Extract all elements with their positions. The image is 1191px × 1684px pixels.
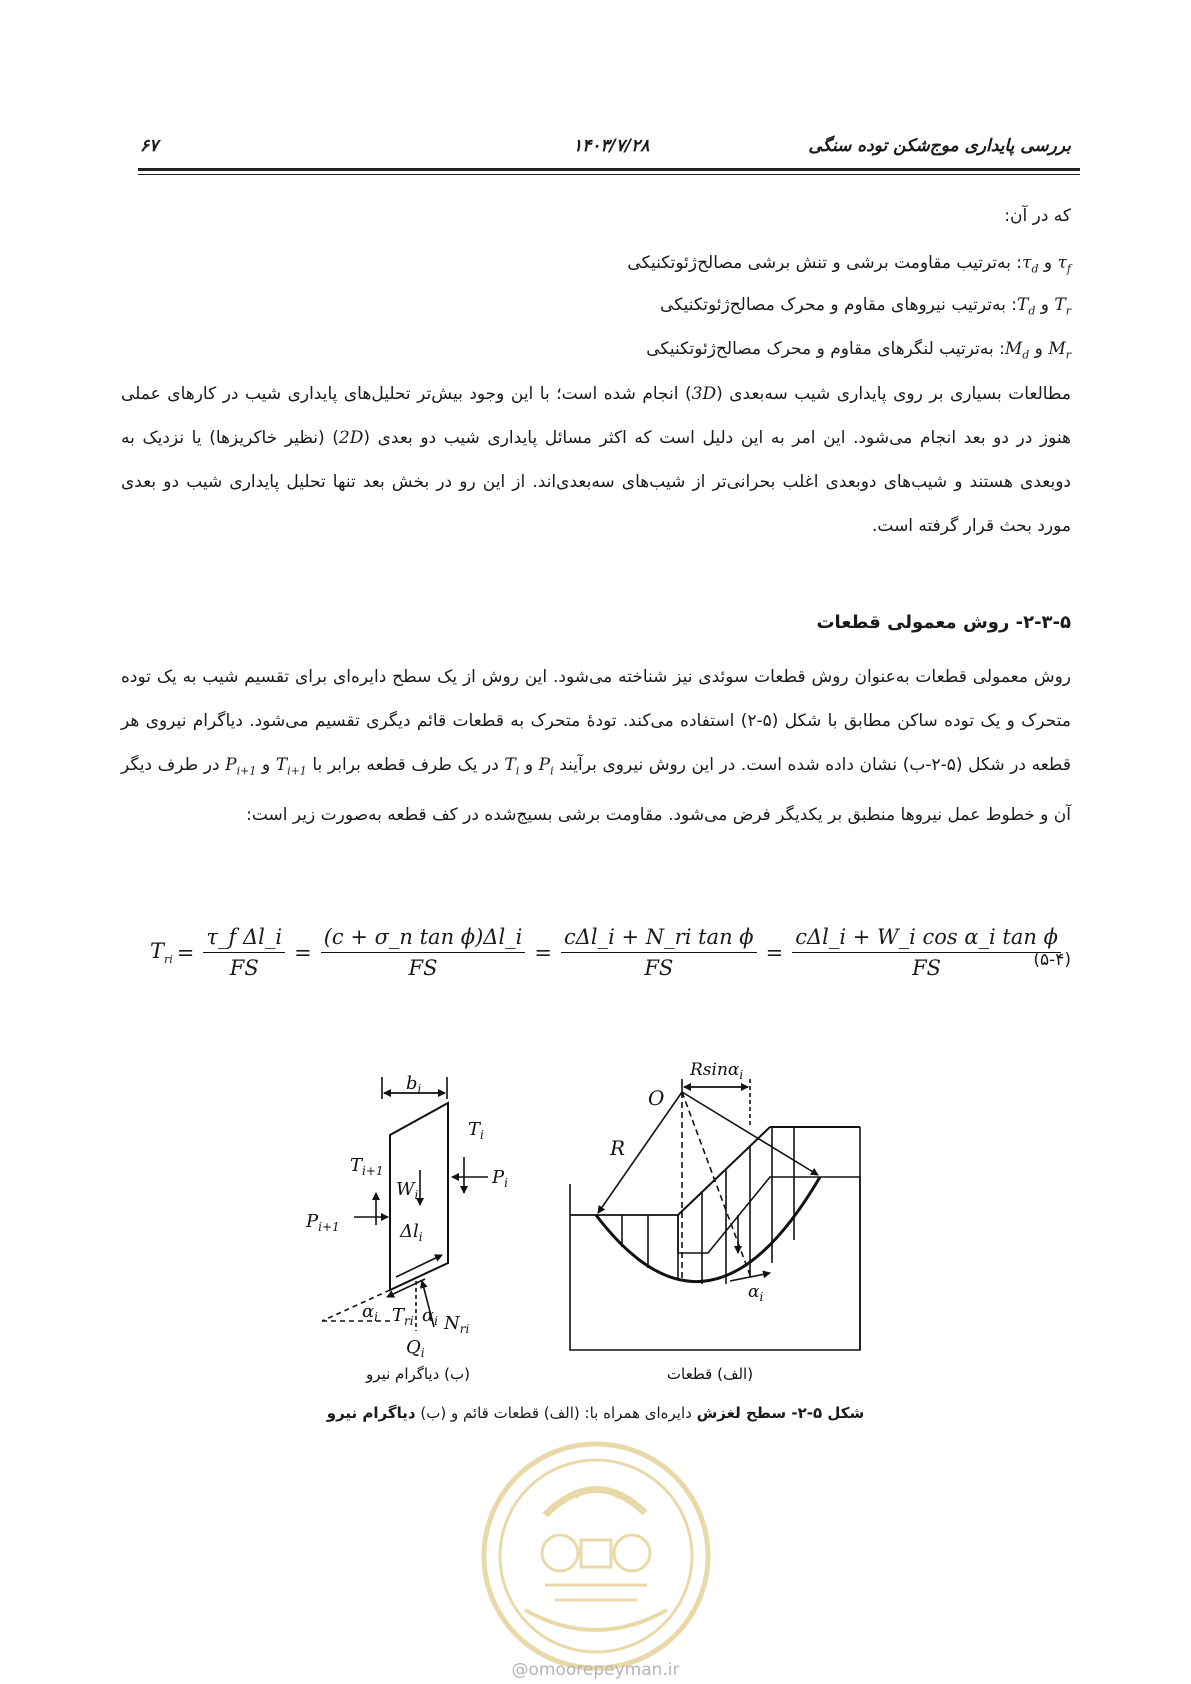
running-title: بررسی پایداری موج‌شکن توده سنگی [808,136,1071,156]
definition-tau: $\tau_f$ و $\tau_d$: به‌ترتیب مقاومت برشی و تنش برشی مصالح‌ژئوتکنیکی [627,253,1071,276]
label-R: R [610,1136,626,1160]
definition-m: $M_r$ و $M_d$: به‌ترتیب لنگرهای مقاوم و محرک مصالح‌ژئوتکنیکی [646,339,1071,362]
label-P-next: $P_{i+1}$ [306,1211,340,1234]
slices-panel [570,1079,860,1350]
label-R-sin-alpha: Rsinα$_i$ [690,1060,744,1082]
t-r-symbol: $T_r$ [1054,295,1071,318]
label-b: $b_i$ [406,1073,422,1096]
slope-slices-figure [306,1060,870,1400]
figure-caption: شکل ۵-۲- سطح لغزش دایره‌ای همراه با: (الف) قطعات قائم و (ب) دیاگرام نیرو [326,1404,865,1422]
watermark-stamp [475,1435,717,1677]
slices-caption: (الف) قطعات [666,1365,754,1383]
tau-f-symbol: $\tau_f$ [1057,253,1071,276]
tau-d-symbol: $\tau_d$ [1022,253,1039,276]
header-rule-thin [138,174,1080,175]
eq-fraction-3: $\frac{\text{cΔl\_i + N\_ri tan ϕ}}{FS}$ [561,925,757,980]
label-W: $W_i$ [396,1179,419,1202]
label-alpha-base: $\alpha_i$ [422,1305,438,1328]
paragraph-ordinary-method: روش معمولی قطعات به‌عنوان روش قطعات سوئدی نیز شناخته می‌شود. این روش از یک سطح دایره‌ای برای تقسیم شیب به یک توده متحرک و یک توده ساکن مطابق با شکل (۵-۲) استفاده می‌کند. تودهٔ متحرک به قطعات قائم دیگری تقسیم می‌شود. دیاگرام نیروی هر قطعه در شکل (۵-۲-ب) نشان داده شده است. در این روش نیروی برآیند $P_i$ و $T_i$ در یک طرف قطعه برابر با $T_{i+1}$ و $P_{i+1}$ در طرف دیگر آن و خطوط عمل نیروها منطبق بر یکدیگر فرض می‌شود. مقاومت برشی بسیج‌شده در کف قطعه به‌صورت زیر است: [121,667,1071,826]
m-r-symbol: $M_r$ [1048,339,1071,362]
eq-fraction-2: $\frac{\text{(c + σ\_n tan ϕ)Δl\_i}}{FS}$ [321,925,526,980]
label-T-r: $T_{ri}$ [392,1305,414,1328]
page-number: ۶۷ [140,136,159,156]
label-alpha-right: $\alpha_i$ [748,1282,764,1304]
force-diagram-panel [322,1077,488,1331]
paragraph-slope-stability: مطالعات بسیاری بر روی پایداری شیب سه‌بعدی (3D) انجام شده است؛ با این وجود بیش‌تر تحلیل‌های پایداری شیب در کارهای عملی هنوز در دو بعد انجام می‌شود. این امر به این دلیل است که اکثر مسائل پایداری شیب دو بعدی (2D) (نظیر خاکریزها) یا نزدیک به دوبعدی هستند و شیب‌های دوبعدی اغلب بحرانی‌تر از شیب‌های سه‌بعدی‌اند. از این رو در بخش بعد تنها تحلیل پایداری شیب دو بعدی مورد بحث قرار گرفته است. [121,384,1071,536]
label-delta-l: $\Delta l_i$ [400,1221,423,1244]
m-d-symbol: $M_d$ [1004,339,1030,362]
definition-t: $T_r$ و $T_d$: به‌ترتیب نیروهای مقاوم و محرک مصالح‌ژئوتکنیکی [660,295,1071,318]
eq-fraction-1: $\frac{\text{τ\_f Δl\_i}}{FS}$ [203,925,285,980]
force-diagram-caption: (ب) دیاگرام نیرو [366,1365,470,1383]
label-P: $P_i$ [492,1167,508,1190]
label-O: O [648,1086,665,1110]
label-alpha-left: $\alpha_i$ [362,1301,378,1324]
label-T-next: $T_{i+1}$ [350,1155,384,1178]
label-Q: $Q_i$ [406,1337,425,1360]
definitions-intro: که در آن: [1004,206,1071,226]
header-rule [138,168,1080,171]
header-date: ۱۴۰۳/۷/۲۸ [573,136,650,156]
label-T: $T_i$ [468,1119,484,1142]
eq-fraction-4: $\frac{\text{cΔl\_i + W\_i cos α\_i tan ϕ}}{FS}$ [792,925,1061,980]
equation-number: (۵-۴) [1033,950,1071,970]
t-d-symbol: $T_d$ [1016,295,1036,318]
eq-lhs: $T_{ri}$ [150,938,173,967]
watermark-url: @omoorepeyman.ir [511,1660,680,1680]
label-N-r: $N_{ri}$ [444,1313,470,1336]
section-heading: ۲-۳-۵- روش معمولی قطعات [816,612,1071,633]
equation-5-4: $T_{ri}$ = $\frac{\text{τ\_f Δl\_i}}{FS}$ = $\frac{\text{(c + σ\_n tan ϕ)Δl\_i}}{FS}$ = $\frac{\text{cΔl\_i + N\_ri tan ϕ}}{FS}$ = $\frac{\text{cΔl\_i + W\_i cos α\_i tan ϕ}}{FS}$ [150,925,1066,980]
